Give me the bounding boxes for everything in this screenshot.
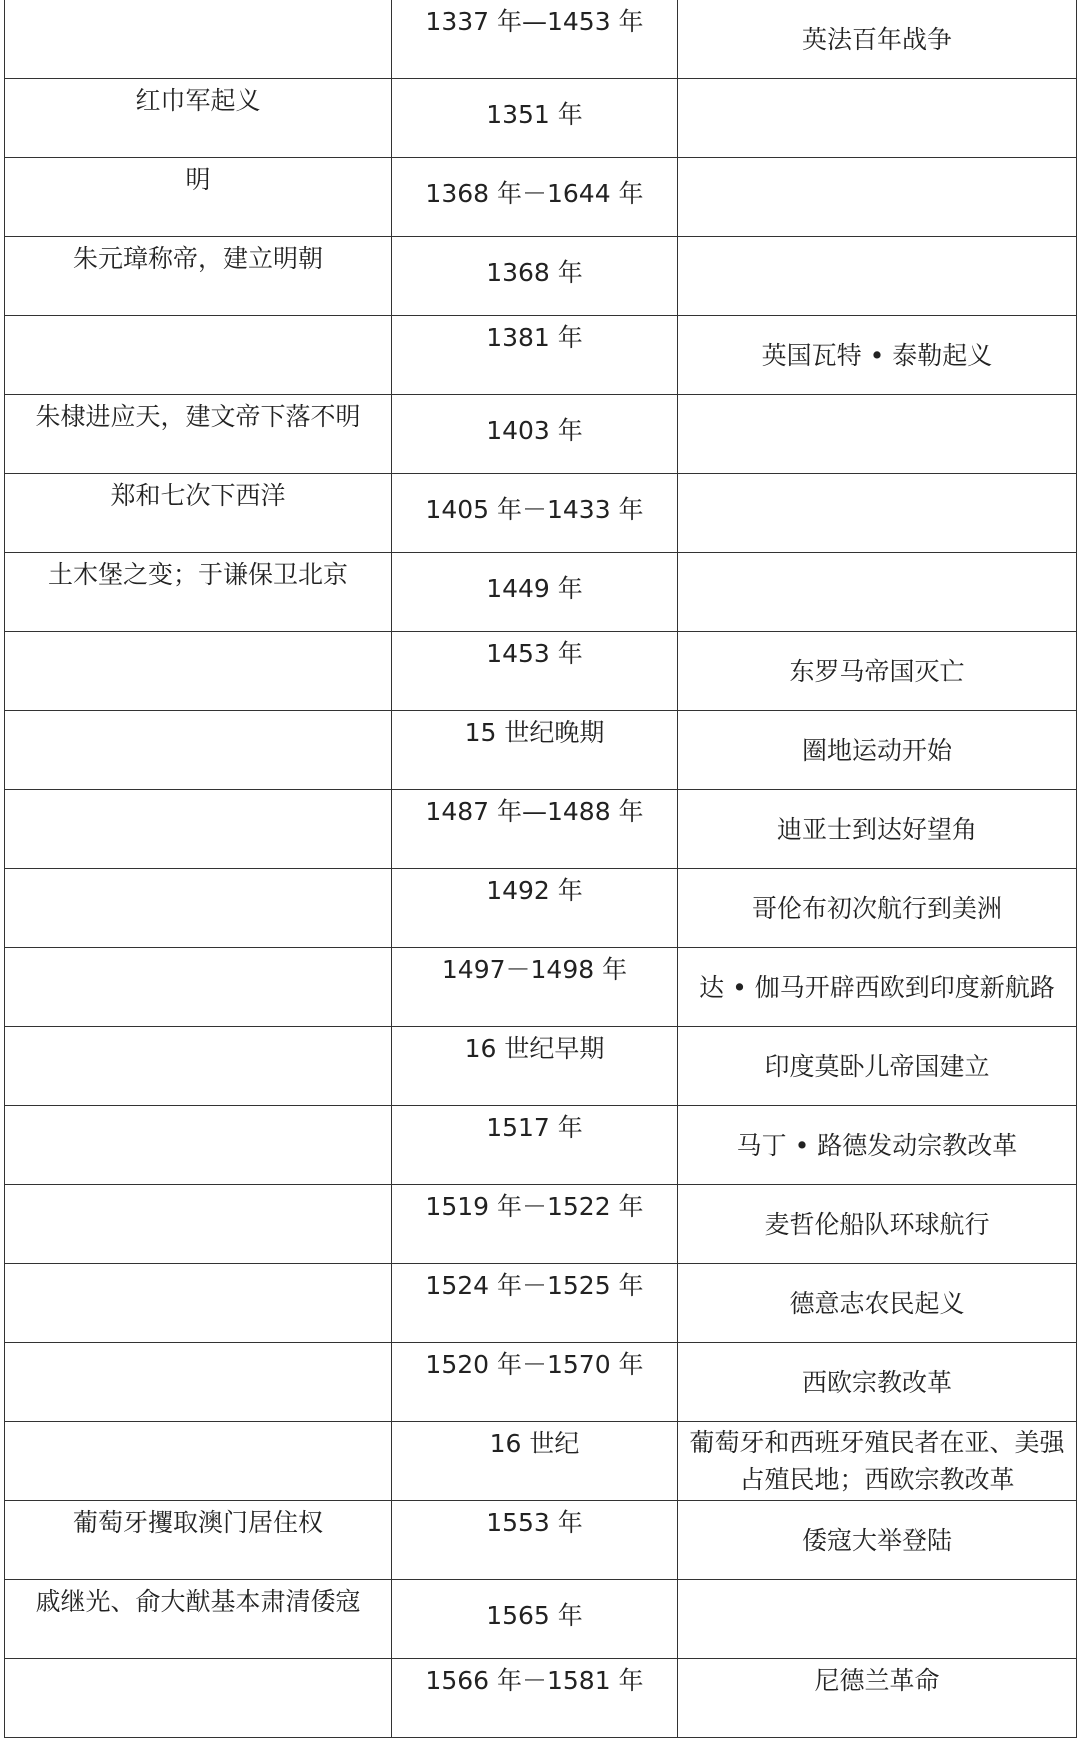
date-text: 15 世纪晚期 xyxy=(464,718,605,747)
date-text: 1449 年 xyxy=(486,574,583,603)
date-cell xyxy=(392,474,678,553)
date-cell xyxy=(392,632,678,711)
date-cell xyxy=(392,1343,678,1422)
china-event-cell xyxy=(5,553,392,632)
world-event-text: 东罗马帝国灭亡 xyxy=(789,657,965,686)
table-row xyxy=(5,79,1077,158)
world-event-text: 迪亚士到达好望角 xyxy=(776,815,977,844)
date-cell xyxy=(392,237,678,316)
date-cell xyxy=(392,1027,678,1106)
world-event-text: 印度莫卧儿帝国建立 xyxy=(764,1052,990,1081)
world-event-text: 葡萄牙和西班牙殖民者在亚、美强占殖民地；西欧宗教改革 xyxy=(689,1428,1065,1494)
china-event-text xyxy=(5,316,391,394)
table-row xyxy=(5,1659,1077,1738)
china-event-text: 葡萄牙攫取澳门居住权 xyxy=(72,1508,323,1537)
table-row xyxy=(5,1501,1077,1580)
china-event-cell xyxy=(5,1580,392,1659)
china-event-cell xyxy=(5,1027,392,1106)
world-event-text xyxy=(678,474,1076,552)
date-text: 1403 年 xyxy=(486,416,583,445)
china-event-cell xyxy=(5,474,392,553)
world-event-cell xyxy=(678,474,1077,553)
table-row xyxy=(5,316,1077,395)
world-event-cell xyxy=(678,79,1077,158)
table-row xyxy=(5,869,1077,948)
china-event-text xyxy=(5,1343,391,1421)
table-row xyxy=(5,1580,1077,1659)
date-cell xyxy=(392,711,678,790)
china-event-cell xyxy=(5,237,392,316)
table-row xyxy=(5,474,1077,553)
date-cell xyxy=(392,79,678,158)
china-event-text xyxy=(5,948,391,1026)
date-cell xyxy=(392,1501,678,1580)
date-text: 16 世纪 xyxy=(489,1429,580,1458)
date-cell xyxy=(392,1185,678,1264)
table-row xyxy=(5,553,1077,632)
china-event-text xyxy=(5,1106,391,1184)
china-event-text xyxy=(5,632,391,710)
date-cell xyxy=(392,395,678,474)
date-text: 1405 年－1433 年 xyxy=(425,495,644,524)
world-event-cell xyxy=(678,1343,1077,1422)
date-text: 1368 年－1644 年 xyxy=(425,179,644,208)
china-event-cell xyxy=(5,1185,392,1264)
world-event-text: 倭寇大举登陆 xyxy=(801,1526,952,1555)
date-text: 1565 年 xyxy=(486,1601,583,1630)
world-event-text xyxy=(678,553,1076,631)
china-event-text xyxy=(5,711,391,789)
world-event-cell xyxy=(678,1659,1077,1738)
date-cell xyxy=(392,0,678,79)
world-event-cell xyxy=(678,948,1077,1027)
date-cell xyxy=(392,1580,678,1659)
world-event-text: 达 • 伽马开辟西欧到印度新航路 xyxy=(699,973,1055,1002)
table-row xyxy=(5,237,1077,316)
china-event-cell xyxy=(5,1422,392,1501)
date-cell xyxy=(392,553,678,632)
world-event-cell xyxy=(678,1106,1077,1185)
date-text: 1520 年－1570 年 xyxy=(425,1350,644,1379)
china-event-text: 明 xyxy=(185,165,211,194)
world-event-cell xyxy=(678,632,1077,711)
date-cell xyxy=(392,158,678,237)
china-event-cell xyxy=(5,869,392,948)
date-text: 16 世纪早期 xyxy=(464,1034,605,1063)
date-text: 1517 年 xyxy=(486,1113,583,1142)
world-event-cell xyxy=(678,158,1077,237)
china-event-text: 朱棣进应天，建文帝下落不明 xyxy=(35,402,361,431)
timeline-body xyxy=(5,0,1077,1738)
world-event-text: 圈地运动开始 xyxy=(801,736,952,765)
date-text: 1524 年－1525 年 xyxy=(425,1271,644,1300)
china-event-cell xyxy=(5,711,392,790)
date-cell xyxy=(392,316,678,395)
world-event-text xyxy=(678,395,1076,473)
table-row xyxy=(5,1343,1077,1422)
china-event-cell xyxy=(5,79,392,158)
world-event-cell xyxy=(678,237,1077,316)
china-event-cell xyxy=(5,632,392,711)
world-event-text: 德意志农民起义 xyxy=(789,1289,965,1318)
date-text: 1453 年 xyxy=(486,639,583,668)
date-text: 1337 年—1453 年 xyxy=(425,7,644,36)
china-event-text: 红巾军起义 xyxy=(135,86,261,115)
table-row xyxy=(5,1264,1077,1343)
china-event-text xyxy=(5,790,391,868)
china-event-cell xyxy=(5,948,392,1027)
world-event-cell xyxy=(678,711,1077,790)
world-event-text: 西欧宗教改革 xyxy=(801,1368,952,1397)
china-event-cell xyxy=(5,158,392,237)
date-text: 1368 年 xyxy=(486,258,583,287)
date-cell xyxy=(392,1106,678,1185)
date-cell xyxy=(392,948,678,1027)
world-event-text: 尼德兰革命 xyxy=(814,1666,940,1695)
china-event-cell xyxy=(5,0,392,79)
china-event-text: 郑和七次下西洋 xyxy=(110,481,286,510)
date-text: 1519 年－1522 年 xyxy=(425,1192,644,1221)
china-event-cell xyxy=(5,790,392,869)
date-text: 1381 年 xyxy=(486,323,583,352)
china-event-cell xyxy=(5,1264,392,1343)
world-event-text xyxy=(678,158,1076,236)
table-row xyxy=(5,395,1077,474)
world-event-cell xyxy=(678,1580,1077,1659)
world-event-cell xyxy=(678,1264,1077,1343)
date-text: 1487 年—1488 年 xyxy=(425,797,644,826)
timeline-table xyxy=(4,0,1077,1738)
table-row xyxy=(5,790,1077,869)
table-row xyxy=(5,711,1077,790)
world-event-cell xyxy=(678,1027,1077,1106)
world-event-cell xyxy=(678,790,1077,869)
table-row xyxy=(5,1027,1077,1106)
china-event-text: 土木堡之变；于谦保卫北京 xyxy=(47,560,348,589)
date-cell xyxy=(392,1659,678,1738)
china-event-text: 戚继光、俞大猷基本肃清倭寇 xyxy=(35,1587,361,1616)
world-event-text xyxy=(678,79,1076,157)
world-event-text xyxy=(678,237,1076,315)
china-event-cell xyxy=(5,1501,392,1580)
china-event-cell xyxy=(5,316,392,395)
world-event-cell xyxy=(678,1501,1077,1580)
table-row xyxy=(5,1185,1077,1264)
world-event-cell xyxy=(678,1185,1077,1264)
world-event-text: 马丁 • 路德发动宗教改革 xyxy=(736,1131,1018,1160)
china-event-text xyxy=(5,1185,391,1263)
date-text: 1351 年 xyxy=(486,100,583,129)
world-event-text: 哥伦布初次航行到美洲 xyxy=(751,894,1002,923)
date-text: 1553 年 xyxy=(486,1508,583,1537)
china-event-text xyxy=(5,1659,391,1737)
world-event-cell xyxy=(678,553,1077,632)
world-event-text: 英法百年战争 xyxy=(801,25,952,54)
date-cell xyxy=(392,790,678,869)
world-event-cell xyxy=(678,0,1077,79)
china-event-text xyxy=(5,1422,391,1500)
table-row xyxy=(5,1422,1077,1501)
date-text: 1566 年－1581 年 xyxy=(425,1666,644,1695)
world-event-cell xyxy=(678,869,1077,948)
world-event-text xyxy=(678,1580,1076,1658)
date-cell xyxy=(392,869,678,948)
date-text: 1492 年 xyxy=(486,876,583,905)
world-event-text: 英国瓦特 • 泰勒起义 xyxy=(761,341,993,370)
date-cell xyxy=(392,1422,678,1501)
china-event-text xyxy=(5,0,391,78)
table-row xyxy=(5,948,1077,1027)
date-cell xyxy=(392,1264,678,1343)
china-event-text xyxy=(5,1027,391,1105)
china-event-cell xyxy=(5,1106,392,1185)
date-text: 1497－1498 年 xyxy=(441,955,628,984)
table-row xyxy=(5,1106,1077,1185)
world-event-text: 麦哲伦船队环球航行 xyxy=(764,1210,990,1239)
world-event-cell xyxy=(678,1422,1077,1501)
china-event-text xyxy=(5,869,391,947)
china-event-cell xyxy=(5,1343,392,1422)
table-row xyxy=(5,632,1077,711)
china-event-text xyxy=(5,1264,391,1342)
china-event-cell xyxy=(5,1659,392,1738)
china-event-text: 朱元璋称帝，建立明朝 xyxy=(72,244,323,273)
table-row xyxy=(5,158,1077,237)
china-event-cell xyxy=(5,395,392,474)
world-event-cell xyxy=(678,395,1077,474)
world-event-cell xyxy=(678,316,1077,395)
table-row xyxy=(5,0,1077,79)
